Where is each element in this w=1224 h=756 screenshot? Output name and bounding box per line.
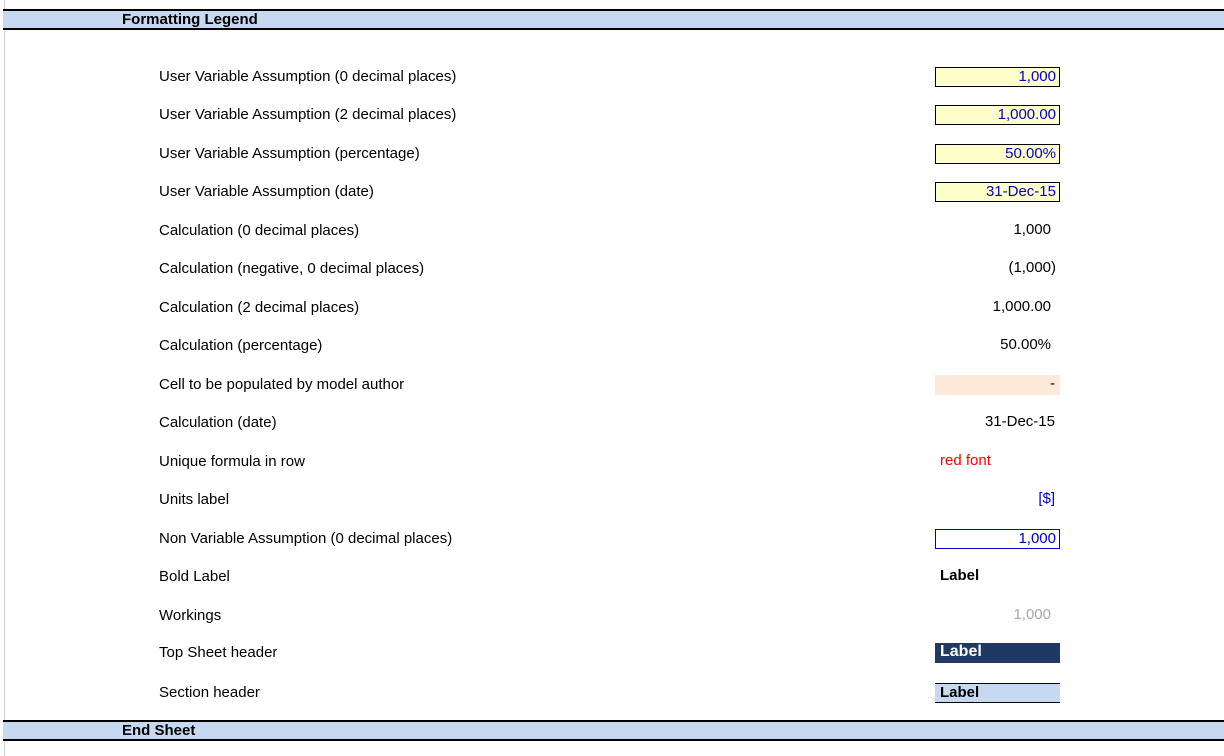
author-populated-cell[interactable]: -: [935, 375, 1060, 395]
section-title: Formatting Legend: [122, 11, 258, 28]
legend-row: [0, 680, 1224, 706]
legend-row: [0, 410, 1224, 436]
assumption-cell-date[interactable]: 31-Dec-15: [935, 182, 1060, 202]
legend-row: [0, 487, 1224, 513]
non-variable-assumption-cell[interactable]: 1,000: [935, 529, 1060, 549]
row-label: Calculation (0 decimal places): [159, 222, 360, 239]
legend-row: [0, 256, 1224, 282]
legend-row: [0, 218, 1224, 244]
section-header-end-sheet[interactable]: [3, 720, 1224, 741]
row-label: Unique formula in row: [159, 453, 305, 470]
section-title: End Sheet: [122, 722, 196, 739]
row-label: Units label: [159, 491, 230, 508]
assumption-cell-percentage[interactable]: 50.00%: [935, 144, 1060, 164]
legend-row: [0, 102, 1224, 128]
legend-row: [0, 640, 1224, 666]
row-label: User Variable Assumption (date): [159, 183, 374, 200]
row-label: Section header: [159, 684, 260, 701]
calculation-cell-negative[interactable]: (1,000): [1008, 259, 1056, 276]
legend-row: [0, 564, 1224, 590]
workings-cell[interactable]: 1,000: [1013, 606, 1051, 623]
row-label: Calculation (date): [159, 414, 277, 431]
calculation-cell-2dp[interactable]: 1,000.00: [992, 298, 1051, 315]
row-label: User Variable Assumption (2 decimal places): [159, 106, 457, 123]
row-label: User Variable Assumption (0 decimal places): [159, 68, 457, 85]
row-label: Non Variable Assumption (0 decimal places): [159, 530, 453, 547]
row-label: Top Sheet header: [159, 644, 278, 661]
assumption-cell-0dp[interactable]: 1,000: [935, 67, 1060, 87]
legend-row: [0, 64, 1224, 90]
calculation-cell-percentage[interactable]: 50.00%: [1000, 336, 1051, 353]
assumption-cell-2dp[interactable]: 1,000.00: [935, 105, 1060, 125]
top-sheet-header-cell[interactable]: Label: [935, 643, 1060, 663]
row-label: Calculation (2 decimal places): [159, 299, 360, 316]
unique-formula-cell[interactable]: red font: [940, 452, 991, 469]
row-label: User Variable Assumption (percentage): [159, 145, 420, 162]
calculation-cell-date[interactable]: 31-Dec-15: [984, 413, 1055, 430]
section-header-formatting-legend[interactable]: [3, 9, 1224, 30]
legend-row: [0, 603, 1224, 629]
legend-row: [0, 333, 1224, 359]
legend-row: [0, 372, 1224, 398]
row-label: Cell to be populated by model author: [159, 376, 405, 393]
row-label: Calculation (percentage): [159, 337, 323, 354]
legend-row: [0, 295, 1224, 321]
calculation-cell-0dp[interactable]: 1,000: [1013, 221, 1051, 238]
units-label-cell[interactable]: [$]: [1038, 490, 1055, 507]
bold-label-cell[interactable]: Label: [940, 567, 980, 584]
legend-row: [0, 141, 1224, 167]
row-label: Bold Label: [159, 568, 230, 585]
row-label: Workings: [159, 607, 222, 624]
row-label: Calculation (negative, 0 decimal places): [159, 260, 425, 277]
legend-row: [0, 526, 1224, 552]
legend-row: [0, 179, 1224, 205]
legend-row: [0, 449, 1224, 475]
section-header-cell[interactable]: Label: [935, 683, 1060, 703]
